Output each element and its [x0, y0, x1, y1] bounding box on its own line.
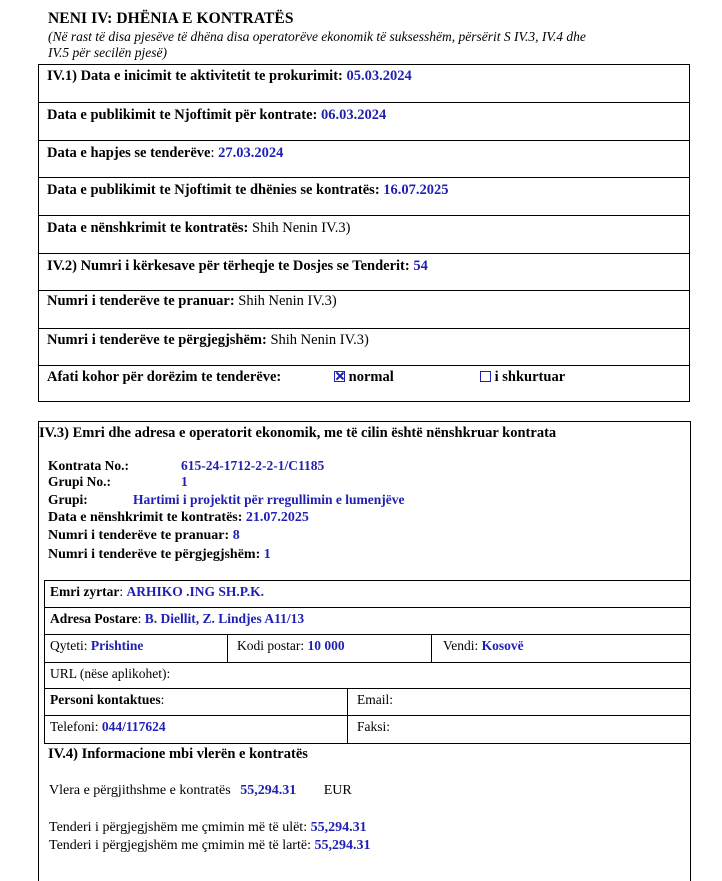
award-publication-label: Data e publikimit te Njoftimit te dhënies se kontratës:: [47, 182, 380, 198]
divider: [44, 607, 690, 608]
group-no-label: Grupi No.:: [48, 474, 112, 489]
official-name-label: Emri zyrtar: [50, 584, 120, 599]
total-value-amount: 55,294.31: [240, 783, 297, 798]
initiation-date-label: IV.1) Data e inicimit te aktivitetit te prokurimit:: [47, 68, 343, 84]
row-deadline: [39, 365, 689, 402]
divider: [44, 634, 690, 635]
row-initiation-date: [39, 65, 689, 102]
divider: [347, 688, 348, 743]
address-label: Adresa Postare: [50, 611, 138, 626]
country-value: Kosovë: [481, 638, 524, 653]
divider: [44, 580, 690, 581]
deadline-label: Afati kohor për dorëzim te tenderëve:: [47, 369, 282, 385]
responsive-tenders-label: Numri i tenderëve te përgjegjshëm:: [47, 332, 267, 348]
operator-table: [38, 421, 691, 881]
address-value: B. Diellit, Z. Lindjes A11/13: [144, 611, 305, 626]
lowest-label: Tenderi i përgjegjshëm me çmimin më të ulët:: [49, 820, 308, 835]
row-withdrawal-requests: [39, 253, 689, 290]
divider: [44, 715, 690, 716]
dates-table: [38, 64, 690, 402]
row-award-publication-date: [39, 177, 689, 215]
city-cell: Qyteti: Prishtine: [50, 638, 144, 653]
divider: [44, 662, 690, 663]
accepted-label: Numri i tenderëve te pranuar:: [48, 528, 230, 543]
accepted-tenders-label: Numri i tenderëve te pranuar:: [47, 293, 235, 309]
accepted-tenders-ref: Shih Nenin IV.3): [238, 293, 337, 309]
withdrawal-requests-value: 54: [413, 258, 428, 274]
checked-box-icon[interactable]: [334, 371, 345, 382]
page-subtitle: [48, 29, 698, 61]
postal-value: 10 000: [307, 638, 345, 653]
deadline-option-normal[interactable]: [334, 369, 394, 386]
total-value-label: Vlera e përgjithshme e kontratës: [49, 783, 231, 798]
initiation-date-value: 05.03.2024: [346, 68, 412, 84]
fax-label: Faksi:: [357, 719, 391, 734]
withdrawal-requests-label: IV.2) Numri i kërkesave për tërheqje te Dosjes se Tenderit:: [47, 258, 410, 274]
unchecked-box-icon[interactable]: [480, 371, 491, 382]
lowest-value: 55,294.31: [310, 820, 367, 835]
row-publication-date: [39, 102, 689, 140]
signing-date-ref: Shih Nenin IV.3): [252, 220, 351, 236]
row-signing-date: [39, 215, 689, 253]
contract-no-label: Kontrata No.:: [48, 458, 129, 473]
highest-label: Tenderi i përgjegjshëm me çmimin më të lartë:: [49, 838, 311, 853]
accepted-line: [48, 528, 240, 544]
divider: [44, 688, 690, 689]
publication-date-value: 06.03.2024: [321, 107, 387, 123]
total-value-line: [49, 783, 352, 799]
city-label: Qyteti: [50, 638, 84, 653]
row-opening-date: [39, 140, 689, 177]
country-label: Vendi: [443, 638, 475, 653]
lowest-line: [49, 820, 367, 836]
group-label: Grupi:: [48, 492, 88, 507]
responsive-tenders-ref: Shih Nenin IV.3): [270, 332, 369, 348]
city-value: Prishtine: [90, 638, 144, 653]
opening-date-label: Data e hapjes se tenderëve: [47, 145, 211, 161]
highest-value: 55,294.31: [314, 838, 371, 853]
url-label: URL (nëse aplikohet):: [50, 666, 171, 681]
deadline-option-short[interactable]: [480, 369, 565, 386]
operator-heading: IV.3) Emri dhe adresa e operatorit ekonomik, me të cilin është nënshkruar kontrata: [39, 425, 557, 441]
subtitle-line-1: (Në rast të disa pjesëve të dhëna disa operatorëve ekonomik të suksesshëm, përsërit S IV.3, IV.4 dhe: [48, 29, 586, 44]
opening-date-sep: :: [210, 145, 215, 161]
official-name-value: ARHIKO .ING SH.P.K.: [126, 584, 265, 599]
group-no-value: 1: [181, 474, 188, 489]
address-line: Adresa Postare: B. Diellit, Z. Lindjes A11/13: [50, 611, 305, 626]
value-heading: IV.4) Informacione mbi vlerën e kontratës: [48, 746, 308, 762]
normal-label: normal: [348, 369, 394, 385]
row-accepted-tenders: [39, 290, 689, 328]
group-value: Hartimi i projektit për rregullimin e lumenjëve: [133, 492, 405, 507]
signing-label: Data e nënshkrimit te kontratës:: [48, 510, 243, 525]
signing-line: [48, 510, 309, 526]
responsive-line: [48, 547, 271, 563]
opening-date-value: 27.03.2024: [218, 145, 284, 161]
email-label: Email:: [357, 692, 393, 707]
publication-date-label: Data e publikimit te Njoftimit për kontrate:: [47, 107, 318, 123]
postal-label: Kodi postar: [237, 638, 301, 653]
short-label: i shkurtuar: [494, 369, 566, 385]
postal-cell: Kodi postar: 10 000: [237, 638, 345, 653]
country-cell: Vendi: Kosovë: [443, 638, 524, 653]
accepted-value: 8: [232, 528, 240, 543]
responsive-label: Numri i tenderëve te përgjegjshëm:: [48, 547, 261, 562]
page-title: NENI IV: DHËNIA E KONTRATËS: [48, 10, 294, 27]
contract-no-value: 615-24-1712-2-2-1/C1185: [181, 458, 325, 473]
divider: [44, 743, 690, 744]
responsive-value: 1: [263, 547, 271, 562]
phone-value: 044/117624: [101, 719, 166, 734]
signing-date-label: Data e nënshkrimit te kontratës:: [47, 220, 249, 236]
contact-label: Personi kontaktues: [50, 692, 161, 707]
highest-line: [49, 838, 370, 854]
award-publication-value: 16.07.2025: [383, 182, 449, 198]
divider: [431, 634, 432, 662]
divider: [44, 580, 45, 743]
contact-cell: Personi kontaktues:: [50, 692, 165, 707]
official-name-line: Emri zyrtar: ARHIKO .ING SH.P.K.: [50, 584, 265, 599]
subtitle-line-2: IV.5 për secilën pjesë): [48, 45, 167, 60]
currency: EUR: [323, 783, 352, 798]
phone-cell: [50, 719, 166, 735]
signing-value: 21.07.2025: [245, 510, 309, 525]
row-responsive-tenders: [39, 328, 689, 365]
phone-label: Telefoni:: [50, 719, 99, 734]
divider: [227, 634, 228, 662]
